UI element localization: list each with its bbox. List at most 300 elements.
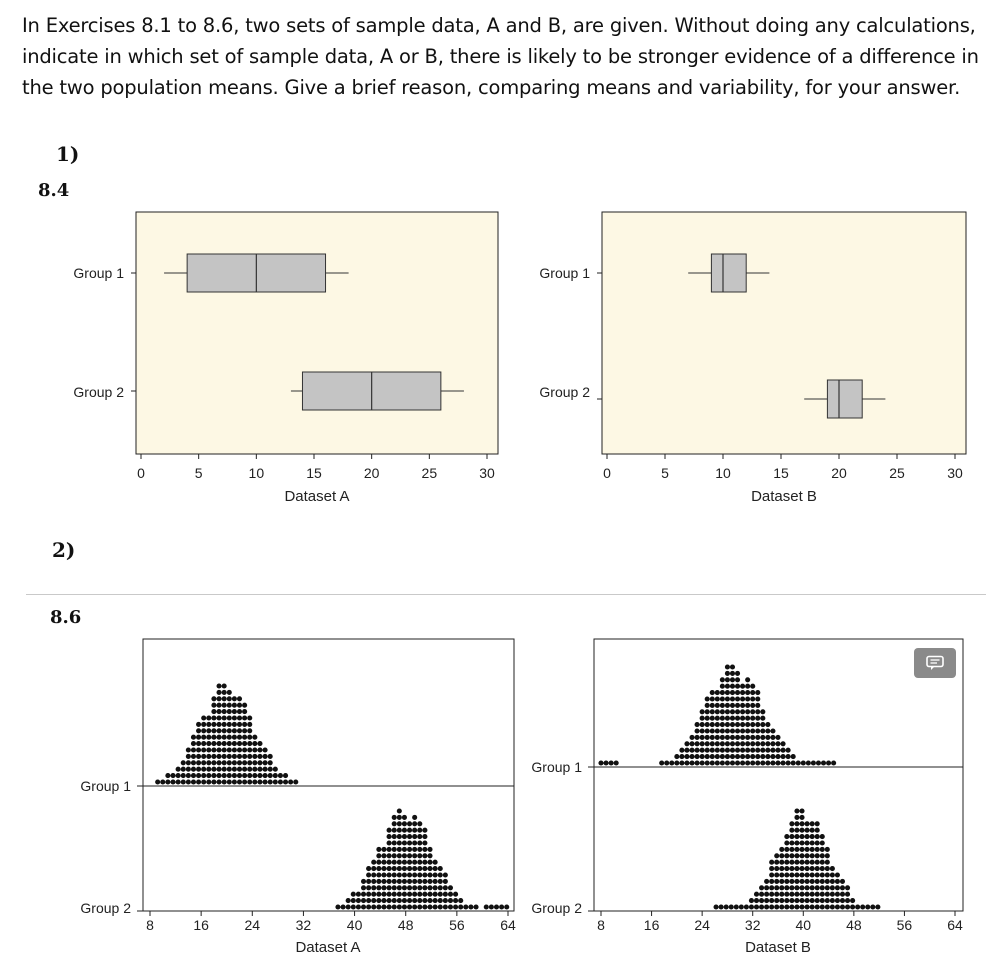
x-tick-label: 20 (363, 465, 380, 481)
data-dot (397, 879, 402, 884)
data-dot (700, 754, 705, 759)
data-dot (216, 728, 221, 733)
data-dot (242, 728, 247, 733)
data-dot (263, 760, 268, 765)
data-dot (710, 709, 715, 714)
data-dot (760, 760, 765, 765)
data-dot (402, 828, 407, 833)
data-dot (826, 760, 831, 765)
data-dot (820, 904, 825, 909)
data-dot (719, 904, 724, 909)
x-tick-label: 24 (244, 917, 261, 933)
data-dot (222, 747, 227, 752)
group-2-label: Group 2 (531, 900, 582, 916)
x-tick-label: 30 (947, 465, 963, 481)
data-dot (242, 767, 247, 772)
data-dot (815, 879, 820, 884)
data-dot (810, 872, 815, 877)
data-dot (216, 715, 221, 720)
data-dot (227, 735, 232, 740)
data-dot (252, 760, 257, 765)
data-dot (715, 741, 720, 746)
x-tick-label: 32 (744, 917, 761, 933)
data-dot (433, 904, 438, 909)
data-dot (700, 735, 705, 740)
data-dot (749, 904, 754, 909)
data-dot (453, 904, 458, 909)
data-dot (745, 741, 750, 746)
data-dot (402, 840, 407, 845)
data-dot (387, 885, 392, 890)
data-dot (196, 741, 201, 746)
data-dot (407, 872, 412, 877)
data-dot (443, 904, 448, 909)
data-dot (232, 754, 237, 759)
data-dot (417, 866, 422, 871)
x-tick-label: 25 (421, 465, 438, 481)
data-dot (784, 853, 789, 858)
data-dot (750, 716, 755, 721)
data-dot (810, 853, 815, 858)
data-dot (760, 748, 765, 753)
data-dot (201, 767, 206, 772)
data-dot (784, 898, 789, 903)
data-dot (810, 821, 815, 826)
data-dot (830, 872, 835, 877)
dotplot-dataset-a (80, 639, 516, 956)
data-dot (815, 828, 820, 833)
data-dot (715, 728, 720, 733)
data-dot (784, 860, 789, 865)
data-dot (786, 754, 791, 759)
data-dot (810, 866, 815, 871)
data-dot (720, 754, 725, 759)
data-dot (381, 847, 386, 852)
data-dot (227, 703, 232, 708)
x-tick-label: 0 (137, 465, 145, 481)
data-dot (222, 741, 227, 746)
data-dot (412, 904, 417, 909)
data-dot (222, 722, 227, 727)
data-dot (730, 722, 735, 727)
data-dot (750, 754, 755, 759)
data-dot (381, 853, 386, 858)
data-dot (835, 892, 840, 897)
data-dot (242, 703, 247, 708)
data-dot (448, 892, 453, 897)
data-dot (695, 741, 700, 746)
data-dot (397, 840, 402, 845)
data-dot (739, 904, 744, 909)
data-dot (820, 847, 825, 852)
data-dot (695, 735, 700, 740)
data-dot (779, 904, 784, 909)
data-dot (720, 677, 725, 682)
data-dot (799, 866, 804, 871)
data-dot (759, 885, 764, 890)
data-dot (720, 760, 725, 765)
data-dot (237, 735, 242, 740)
data-dot (815, 892, 820, 897)
data-dot (252, 735, 257, 740)
data-dot (810, 840, 815, 845)
data-dot (750, 728, 755, 733)
data-dot (186, 760, 191, 765)
data-dot (710, 690, 715, 695)
data-dot (695, 760, 700, 765)
data-dot (242, 747, 247, 752)
data-dot (211, 722, 216, 727)
data-dot (774, 892, 779, 897)
data-dot (700, 716, 705, 721)
data-dot (283, 779, 288, 784)
data-dot (775, 748, 780, 753)
data-dot (695, 722, 700, 727)
data-dot (820, 834, 825, 839)
data-dot (735, 684, 740, 689)
data-dot (227, 715, 232, 720)
data-dot (770, 754, 775, 759)
data-dot (392, 866, 397, 871)
data-dot (799, 879, 804, 884)
data-dot (186, 773, 191, 778)
data-dot (794, 879, 799, 884)
data-dot (786, 748, 791, 753)
data-dot (775, 735, 780, 740)
data-dot (381, 866, 386, 871)
plot-panel-b84 (602, 212, 966, 454)
exercise-label-8-6: 8.6 (50, 607, 82, 628)
data-dot (412, 872, 417, 877)
group-1-label: Group 1 (73, 265, 124, 281)
data-dot (247, 715, 252, 720)
data-dot (805, 840, 810, 845)
data-dot (371, 860, 376, 865)
data-dot (242, 741, 247, 746)
data-dot (794, 904, 799, 909)
data-dot (433, 885, 438, 890)
data-dot (765, 760, 770, 765)
data-dot (755, 690, 760, 695)
data-dot (806, 760, 811, 765)
data-dot (211, 715, 216, 720)
data-dot (805, 828, 810, 833)
data-dot (779, 866, 784, 871)
data-dot (760, 728, 765, 733)
data-dot (346, 904, 351, 909)
data-dot (775, 760, 780, 765)
data-dot (745, 703, 750, 708)
data-dot (392, 840, 397, 845)
data-dot (412, 853, 417, 858)
data-dot (799, 885, 804, 890)
data-dot (715, 696, 720, 701)
data-dot (745, 684, 750, 689)
data-dot (845, 898, 850, 903)
data-dot (247, 773, 252, 778)
data-dot (755, 709, 760, 714)
data-dot (232, 741, 237, 746)
data-dot (695, 748, 700, 753)
data-dot (381, 860, 386, 865)
data-dot (381, 892, 386, 897)
data-dot (417, 872, 422, 877)
x-tick-label: 15 (306, 465, 322, 481)
data-dot (730, 703, 735, 708)
data-dot (443, 879, 448, 884)
data-dot (784, 879, 789, 884)
x-tick-label: 48 (397, 917, 414, 933)
data-dot (705, 735, 710, 740)
data-dot (216, 696, 221, 701)
data-dot (825, 904, 830, 909)
data-dot (387, 834, 392, 839)
data-dot (216, 754, 221, 759)
data-dot (720, 735, 725, 740)
data-dot (201, 741, 206, 746)
data-dot (453, 898, 458, 903)
data-dot (815, 898, 820, 903)
data-dot (438, 904, 443, 909)
data-dot (371, 872, 376, 877)
data-dot (335, 904, 340, 909)
data-dot (412, 866, 417, 871)
data-dot (725, 741, 730, 746)
data-dot (784, 885, 789, 890)
data-dot (695, 728, 700, 733)
data-dot (216, 709, 221, 714)
data-dot (774, 860, 779, 865)
data-dot (361, 885, 366, 890)
data-dot (760, 735, 765, 740)
data-dot (750, 703, 755, 708)
data-dot (740, 728, 745, 733)
data-dot (397, 898, 402, 903)
data-dot (805, 879, 810, 884)
data-dot (720, 741, 725, 746)
data-dot (422, 879, 427, 884)
data-dot (840, 898, 845, 903)
data-dot (755, 754, 760, 759)
data-dot (745, 754, 750, 759)
data-dot (387, 840, 392, 845)
data-dot (227, 728, 232, 733)
data-dot (387, 866, 392, 871)
data-dot (191, 767, 196, 772)
data-dot (810, 898, 815, 903)
data-dot (237, 703, 242, 708)
data-dot (705, 754, 710, 759)
data-dot (257, 773, 262, 778)
data-dot (755, 703, 760, 708)
data-dot (257, 779, 262, 784)
data-dot (278, 779, 283, 784)
data-dot (402, 853, 407, 858)
data-dot (201, 715, 206, 720)
data-dot (242, 709, 247, 714)
data-dot (779, 879, 784, 884)
data-dot (805, 834, 810, 839)
data-dot (170, 773, 175, 778)
question-number-1: 1) (56, 142, 80, 166)
data-dot (779, 898, 784, 903)
data-dot (715, 709, 720, 714)
data-dot (407, 847, 412, 852)
data-dot (825, 847, 830, 852)
data-dot (774, 885, 779, 890)
data-dot (745, 677, 750, 682)
data-dot (745, 728, 750, 733)
x-tick-label: 64 (947, 917, 963, 933)
data-dot (206, 715, 211, 720)
data-dot (196, 728, 201, 733)
data-dot (196, 760, 201, 765)
data-dot (810, 904, 815, 909)
data-dot (407, 879, 412, 884)
data-dot (232, 760, 237, 765)
data-dot (769, 866, 774, 871)
data-dot (392, 872, 397, 877)
data-dot (794, 866, 799, 871)
data-dot (181, 760, 186, 765)
group-2-box (827, 380, 862, 418)
data-dot (735, 677, 740, 682)
comment-button[interactable] (914, 648, 956, 678)
data-dot (764, 892, 769, 897)
data-dot (201, 728, 206, 733)
data-dot (715, 760, 720, 765)
data-dot (376, 853, 381, 858)
data-dot (232, 747, 237, 752)
data-dot (407, 860, 412, 865)
data-dot (206, 741, 211, 746)
data-dot (810, 879, 815, 884)
data-dot (222, 709, 227, 714)
data-dot (237, 728, 242, 733)
data-dot (176, 767, 181, 772)
data-dot (710, 748, 715, 753)
data-dot (791, 760, 796, 765)
data-dot (735, 741, 740, 746)
data-dot (769, 892, 774, 897)
data-dot (770, 748, 775, 753)
data-dot (392, 860, 397, 865)
data-dot (371, 885, 376, 890)
data-dot (740, 696, 745, 701)
data-dot (237, 779, 242, 784)
data-dot (749, 898, 754, 903)
data-dot (810, 885, 815, 890)
data-dot (237, 754, 242, 759)
data-dot (422, 847, 427, 852)
data-dot (191, 754, 196, 759)
data-dot (206, 760, 211, 765)
data-dot (427, 872, 432, 877)
data-dot (755, 741, 760, 746)
data-dot (443, 898, 448, 903)
data-dot (387, 904, 392, 909)
data-dot (815, 853, 820, 858)
data-dot (433, 860, 438, 865)
data-dot (740, 754, 745, 759)
data-dot (407, 898, 412, 903)
data-dot (211, 779, 216, 784)
data-dot (422, 860, 427, 865)
data-dot (786, 760, 791, 765)
data-dot (720, 696, 725, 701)
data-dot (366, 898, 371, 903)
data-dot (242, 754, 247, 759)
data-dot (705, 728, 710, 733)
data-dot (227, 767, 232, 772)
data-dot (186, 767, 191, 772)
data-dot (227, 741, 232, 746)
data-dot (504, 904, 509, 909)
data-dot (754, 898, 759, 903)
data-dot (810, 892, 815, 897)
data-dot (417, 847, 422, 852)
data-dot (402, 821, 407, 826)
data-dot (609, 760, 614, 765)
data-dot (417, 904, 422, 909)
data-dot (257, 754, 262, 759)
data-dot (750, 748, 755, 753)
data-dot (293, 779, 298, 784)
data-dot (222, 779, 227, 784)
data-dot (402, 872, 407, 877)
x-axis-title: Dataset A (295, 939, 361, 956)
data-dot (341, 904, 346, 909)
data-dot (242, 722, 247, 727)
data-dot (710, 735, 715, 740)
data-dot (770, 760, 775, 765)
data-dot (794, 834, 799, 839)
data-dot (820, 885, 825, 890)
data-dot (473, 904, 478, 909)
x-tick-label: 64 (500, 917, 516, 933)
data-dot (392, 853, 397, 858)
data-dot (725, 696, 730, 701)
data-dot (397, 815, 402, 820)
data-dot (422, 866, 427, 871)
data-dot (402, 898, 407, 903)
data-dot (433, 872, 438, 877)
data-dot (392, 828, 397, 833)
data-dot (750, 741, 755, 746)
data-dot (791, 754, 796, 759)
data-dot (402, 904, 407, 909)
data-dot (155, 779, 160, 784)
data-dot (191, 760, 196, 765)
data-dot (237, 767, 242, 772)
data-dot (745, 696, 750, 701)
data-dot (820, 898, 825, 903)
data-dot (695, 754, 700, 759)
data-dot (835, 885, 840, 890)
data-dot (730, 690, 735, 695)
data-dot (684, 748, 689, 753)
data-dot (222, 728, 227, 733)
data-dot (799, 860, 804, 865)
data-dot (283, 773, 288, 778)
data-dot (387, 892, 392, 897)
data-dot (222, 773, 227, 778)
data-dot (796, 760, 801, 765)
data-dot (825, 879, 830, 884)
data-dot (745, 748, 750, 753)
data-dot (371, 904, 376, 909)
data-dot (176, 773, 181, 778)
